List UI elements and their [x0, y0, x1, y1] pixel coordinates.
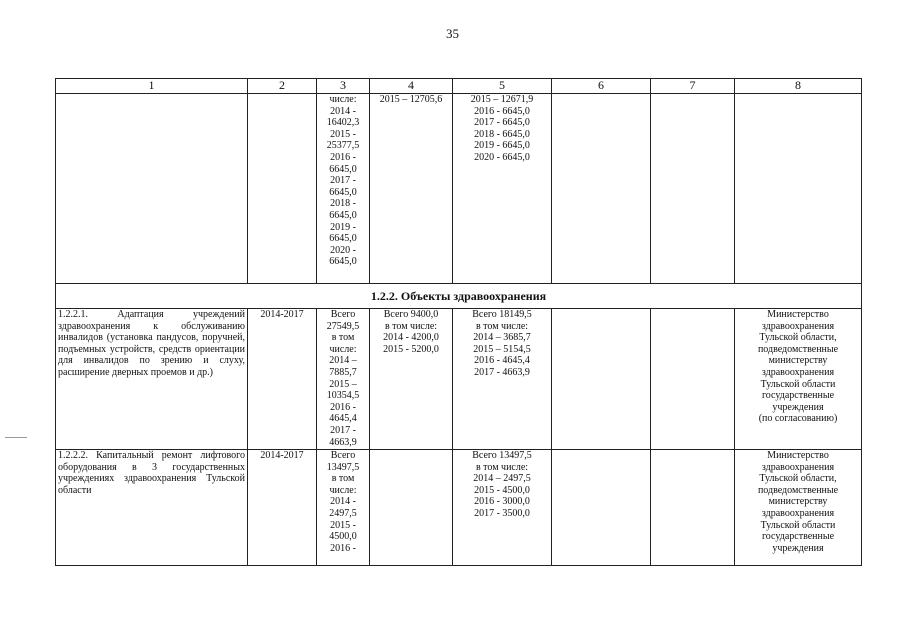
- cell-line: 2015 – 5154,5: [473, 343, 531, 355]
- cell-line: 2015 - 5200,0: [383, 343, 439, 355]
- cell-line: 2016 -: [330, 151, 356, 163]
- cell-line: Всего 18149,5: [472, 309, 532, 320]
- table-row: [56, 94, 862, 284]
- cell-line: 2016 - 4645,4: [474, 355, 530, 367]
- section-row: [56, 284, 862, 309]
- cell-line: 2015 -: [330, 128, 356, 140]
- federal-funding-cell: [370, 450, 453, 566]
- col6-cell: [552, 309, 651, 450]
- cell-line: учреждения: [772, 401, 824, 413]
- cell-line: государственные: [761, 531, 835, 543]
- cell-line: 10354,5: [326, 390, 360, 402]
- header-cell: 4: [370, 79, 453, 94]
- program-table: [55, 78, 862, 566]
- cell-line: 2018 -: [330, 198, 356, 210]
- total-funding-cell: [317, 450, 370, 566]
- col6-cell: [552, 450, 651, 566]
- cell-line: 2015 – 12705,6: [379, 94, 443, 105]
- cell-line: 2014 – 2497,5: [473, 473, 531, 485]
- section-title: 1.2.2. Объекты здравоохранения: [56, 284, 862, 309]
- cell-line: в том: [331, 473, 355, 485]
- cell-line: здравоохранения: [761, 461, 835, 473]
- regional-funding-cell: [453, 450, 552, 566]
- regional-funding-cell: [453, 309, 552, 450]
- activity-cell: 1.2.2.2. Капитальный ремонт лифтового оборудования в 3 государственных учреждениях здравоохранения Тульской области: [56, 450, 248, 566]
- cell-line: 2016 - 3000,0: [474, 496, 530, 508]
- margin-mark: [5, 437, 27, 438]
- cell-line: Всего 13497,5: [472, 450, 532, 461]
- cell-line: 6645,0: [329, 163, 357, 175]
- cell-line: в том числе:: [475, 320, 529, 332]
- federal-funding-cell: [370, 309, 453, 450]
- cell-line: 6645,0: [329, 209, 357, 221]
- cell-line: подведомственные: [757, 343, 839, 355]
- col7-cell: [651, 450, 735, 566]
- regional-funding-cell: [453, 94, 552, 284]
- cell-line: Тульской области,: [759, 332, 837, 344]
- cell-line: 2017 -: [330, 424, 356, 436]
- cell-line: Министерство: [767, 450, 829, 461]
- table-header-row: [56, 79, 862, 94]
- header-cell: 8: [735, 79, 862, 94]
- executor-cell: [735, 450, 862, 566]
- cell-line: Тульской области,: [759, 473, 837, 485]
- cell-line: Всего: [330, 450, 356, 461]
- header-cell: 3: [317, 79, 370, 94]
- cell-line: в том числе:: [475, 461, 529, 473]
- cell-line: 4500,0: [329, 531, 357, 543]
- cell-line: 6645,0: [329, 186, 357, 198]
- cell-line: 2014 –: [329, 355, 357, 367]
- cell-line: 27549,5: [326, 320, 360, 332]
- cell-line: 4663,9: [329, 436, 357, 448]
- cell-line: 7885,7: [329, 366, 357, 378]
- cell-line: 2015 –: [329, 378, 357, 390]
- header-cell: 5: [453, 79, 552, 94]
- header-cell: 6: [552, 79, 651, 94]
- cell-line: Министерство: [767, 309, 829, 320]
- cell-line: 2020 - 6645,0: [474, 151, 530, 163]
- activity-cell: [56, 94, 248, 284]
- cell-line: 2014 -: [330, 105, 356, 117]
- col7-cell: [651, 94, 735, 284]
- cell-line: 2016 -: [330, 401, 356, 413]
- cell-line: числе:: [329, 94, 357, 105]
- cell-line: 2015 – 12671,9: [470, 94, 534, 105]
- executor-cell: [735, 309, 862, 450]
- cell-line: Всего: [330, 309, 356, 320]
- cell-line: здравоохранения: [761, 366, 835, 378]
- cell-line: государственные: [761, 390, 835, 402]
- cell-line: в том числе:: [384, 320, 438, 332]
- cell-line: 2017 -: [330, 175, 356, 187]
- cell-line: 4645,4: [329, 413, 357, 425]
- cell-line: подведомственные: [757, 484, 839, 496]
- cell-line: 2014 – 3685,7: [473, 332, 531, 344]
- cell-line: 2017 - 6645,0: [474, 117, 530, 129]
- cell-line: 2020 -: [330, 244, 356, 256]
- cell-line: 2017 - 3500,0: [474, 507, 530, 519]
- cell-line: 25377,5: [326, 140, 360, 152]
- table-row: [56, 450, 862, 566]
- activity-cell: 1.2.2.1. Адаптация учреждений здравоохранения к обслуживанию инвалидов (установка пандусов, поручней, подъемных устройств, средств ориентации для инвалидов по зрению и слуху, расширение дверных проемов и др.): [56, 309, 248, 450]
- cell-line: 2016 -: [330, 542, 356, 554]
- federal-funding-cell: [370, 94, 453, 284]
- header-cell: 2: [248, 79, 317, 94]
- cell-line: 2016 - 6645,0: [474, 105, 530, 117]
- cell-line: министерству: [768, 355, 828, 367]
- cell-line: 2015 - 4500,0: [474, 484, 530, 496]
- cell-line: 6645,0: [329, 233, 357, 245]
- page-number: 35: [446, 26, 459, 41]
- header-cell: 1: [56, 79, 248, 94]
- cell-line: 13497,5: [326, 461, 360, 473]
- cell-line: министерству: [768, 496, 828, 508]
- table-row: [56, 309, 862, 450]
- col6-cell: [552, 94, 651, 284]
- cell-line: 2018 - 6645,0: [474, 128, 530, 140]
- cell-line: 2014 -: [330, 496, 356, 508]
- period-cell: [248, 94, 317, 284]
- header-cell: 7: [651, 79, 735, 94]
- cell-line: здравоохранения: [761, 507, 835, 519]
- period-cell: 2014-2017: [248, 450, 317, 566]
- total-funding-cell: [317, 309, 370, 450]
- cell-line: 6645,0: [329, 256, 357, 268]
- cell-line: 2019 - 6645,0: [474, 140, 530, 152]
- col7-cell: [651, 309, 735, 450]
- cell-line: 2019 -: [330, 221, 356, 233]
- cell-line: учреждения: [772, 542, 824, 554]
- cell-line: Тульской области: [760, 378, 836, 390]
- cell-line: 16402,3: [326, 117, 360, 129]
- cell-line: Всего 9400,0: [383, 309, 439, 320]
- cell-line: 2015 -: [330, 519, 356, 531]
- cell-line: Тульской области: [760, 519, 836, 531]
- cell-line: 2014 - 4200,0: [383, 332, 439, 344]
- executor-cell: [735, 94, 862, 284]
- total-funding-cell: [317, 94, 370, 284]
- cell-line: числе:: [329, 484, 357, 496]
- cell-line: здравоохранения: [761, 320, 835, 332]
- cell-line: числе:: [329, 343, 357, 355]
- cell-line: 2017 - 4663,9: [474, 366, 530, 378]
- cell-line: (по согласованию): [758, 413, 838, 425]
- cell-line: 2497,5: [329, 507, 357, 519]
- period-cell: 2014-2017: [248, 309, 317, 450]
- cell-line: в том: [331, 332, 355, 344]
